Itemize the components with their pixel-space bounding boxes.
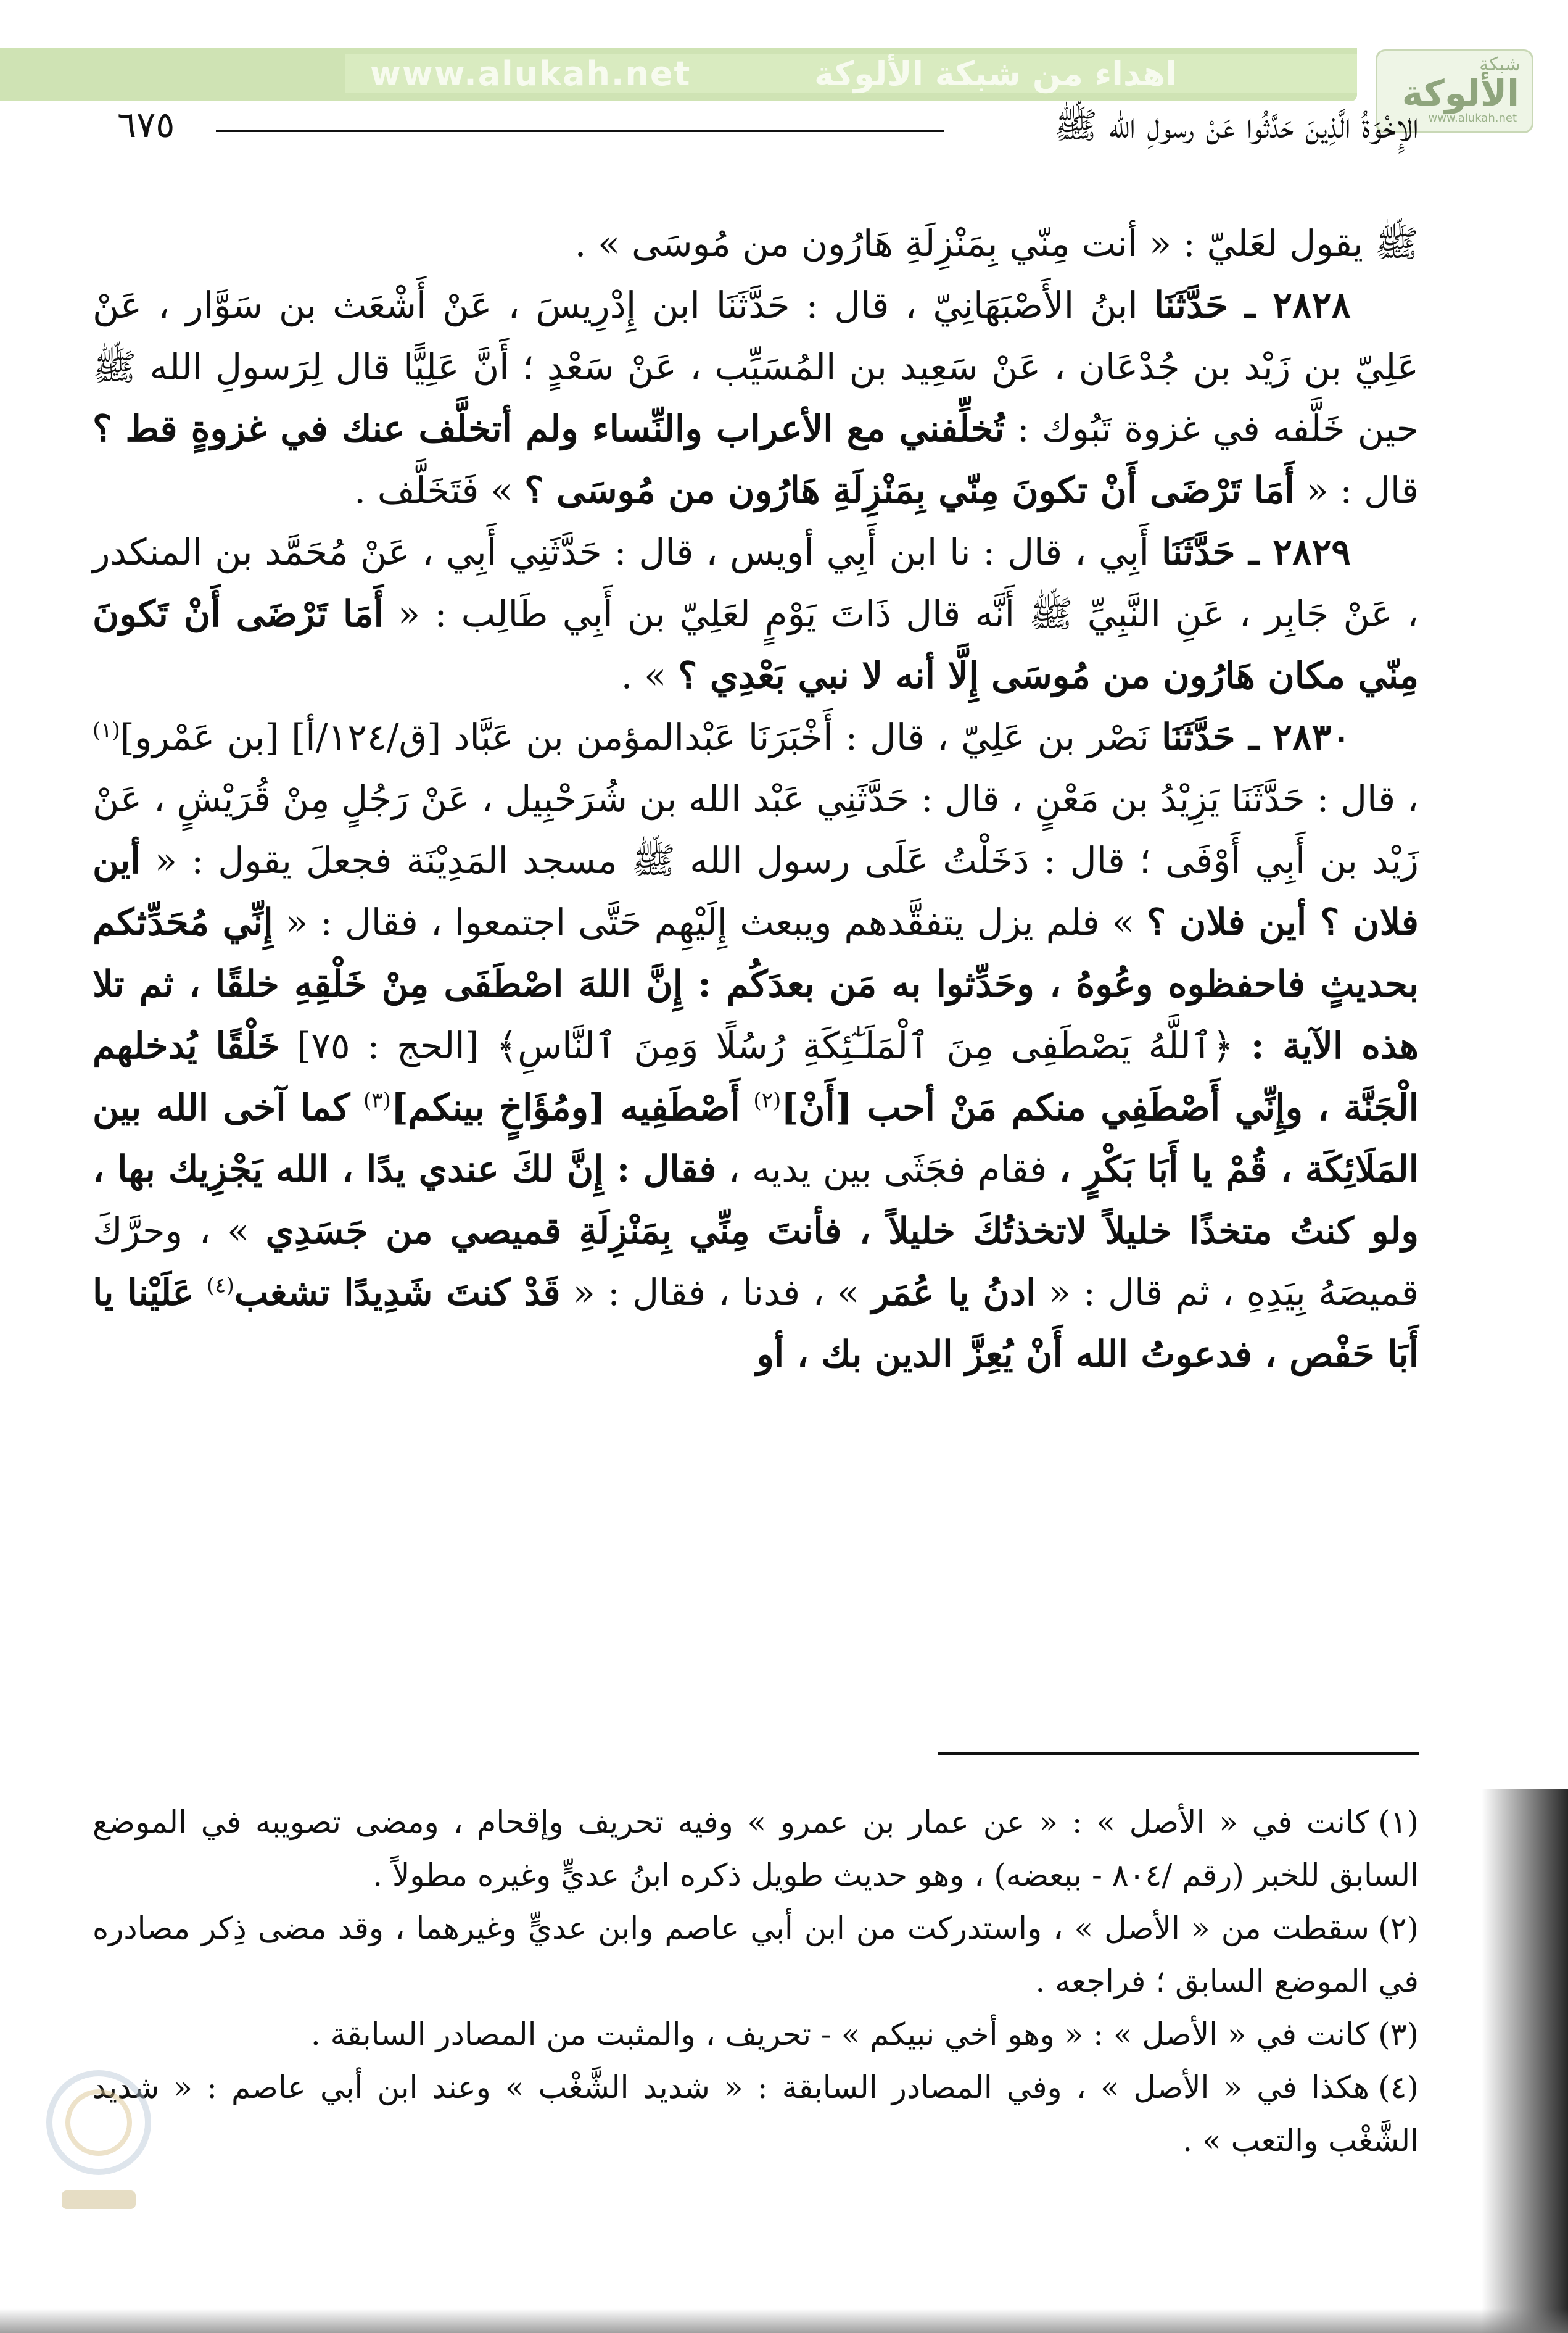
connector-text: » فَتَخَلَّف .	[354, 469, 513, 512]
footnote-1	[93, 1796, 1419, 1902]
footnote-text: كانت في « الأصل » : « عن عمار بن عمرو » وفيه تحريف وإقحام ، ومضى تصويبه في الموضع السابق للخبر (رقم /٨٠٤ - ببعضه) ، وهو حديث طويل ذكره ابنُ عديٍّ وغيره مطولاً .	[93, 1804, 1419, 1893]
running-title: الإِخْوَةُ الَّذِينَ حَدَّثُوا عَنْ رسولِ الله ﷺ	[1054, 104, 1419, 146]
matn-text: أَصْطَفِيه [ومُؤَاخٍ بينكم]	[390, 1086, 740, 1129]
page-number: ٦٧٥	[117, 104, 175, 146]
connector-text: فقام فجَثَى بين يديه ،	[728, 1148, 1047, 1190]
footnote-3	[93, 2008, 1419, 2061]
main-text	[93, 213, 1419, 1385]
footnote-text: سقطت من « الأصل » ، واستدركت من ابن أبي عاصم وابن عديٍّ وغيرهما ، وقد مضى ذِكر مصادره في الموضع السابق ؛ فراجعه .	[93, 1910, 1419, 1999]
matn-text: أَمَا تَرْضَى أَنْ تكونَ مِنّي بِمَنْزِلَةِ هَارُون من مُوسَى ؟	[524, 469, 1295, 512]
connector-text: » فلم يزل يتفقَّدهم ويبعث إِلَيْهِم حَتَّى اجتمعوا ، فقال : «	[285, 901, 1134, 943]
connector-text: » ، وحرَّكَ قميصَهُ بِيَدِهِ ، ثم قال : «	[93, 1209, 1419, 1314]
footnote-number: (٢)	[1378, 1910, 1419, 1946]
matn-text: أَمَا تَرْضَى أَنْ تَكونَ مِنّي مكان هَارُون من مُوسَى إِلَّا أنه لا نبي بَعْدِي ؟	[93, 592, 1419, 697]
connector-text: » .	[621, 654, 667, 697]
paragraph-intro	[93, 213, 1419, 275]
hadith-2828	[93, 275, 1419, 521]
matn-text: فقال : إِنَّ لكَ عندي يدًا ، الله يَجْزِيك بها ، ولو كنتُ متخذًا خليلاً لاتخذتُكَ خليلاً ، فأنتَ مِنِّي بِمَنْزِلَةِ قميصي من جَسَدِي	[93, 1148, 1419, 1252]
isnad-text: نَصْر بن عَلِيّ ، قال : أَخْبَرَنَا عَبْدالمؤمن بن عَبَّاد [ق/١٢٤/أ] [بن عَمْرو]	[120, 716, 1150, 758]
head-rule	[216, 130, 944, 132]
hadith-2830	[93, 707, 1419, 1385]
footnote-rule	[938, 1752, 1419, 1755]
matn-text: كما آخى الله بين المَلَائِكَة ، قُمْ يا أَبَا بَكْرٍ ،	[93, 1086, 1419, 1190]
connector-text: » ، فدنا ، فقال : «	[572, 1271, 859, 1314]
footnote-number: (١)	[1378, 1804, 1419, 1840]
watermark-logo-icon	[37, 2049, 160, 2252]
banner-text: اهداء من شبكة الألوكة	[814, 54, 1177, 93]
isnad-text: ابنُ الأَصْبَهَانِيّ ، قال : حَدَّثَنَا ابن إِدْرِيسَ ، عَنْ أَشْعَث بن سَوَّار ، عَنْ عَلِيّ بن زَيْد بن جُدْعَان ، عَنْ سَعِيد بن المُسَيِّب ، عَنْ سَعْدٍ ؛ أَنَّ عَلِيًّا قال لِرَسولِ الله ﷺ حين خَلَّفه في غزوة تَبُوك :	[93, 284, 1419, 450]
footnote-ref-1[interactable]: (١)	[93, 718, 120, 743]
verse-reference: [الحج : ٧٥]	[297, 1024, 479, 1067]
intro-text: ﷺ يقول لعَليّ : « أنت مِنّي بِمَنْزِلَةِ هَارُون من مُوسَى » .	[574, 222, 1419, 265]
footnote-number: (٣)	[1378, 2016, 1419, 2052]
logo-big-text: الألوكة	[1401, 72, 1519, 114]
matn-text: أين فلان ؟ أين فلان ؟	[93, 839, 1419, 943]
matn-text: ادنُ يا عُمَر	[872, 1271, 1036, 1314]
banner-url[interactable]: www.alukah.net	[370, 54, 691, 93]
hadith-number: ٢٨٢٨ ـ حَدَّثَنَا	[1153, 284, 1351, 326]
isnad-text: أَبِي ، قال : نا ابن أَبِي أويس ، قال : حَدَّثَنِي أَبِي ، عَنْ مُحَمَّد بن المنكدر ، عَنْ جَابِر ، عَنِ النَّبِيِّ ﷺ أَنَّه قال ذَاتَ يَوْمٍ لعَلِيّ بن أَبِي طَالِب : «	[93, 531, 1419, 635]
matn-text: خَلْقًا يُدخلهم الْجَنَّة ، وإِنِّي أَصْطَفِي منكم مَنْ أحب [أَنْ]	[93, 1024, 1419, 1129]
page-bottom-shadow	[0, 2308, 1568, 2333]
hadith-2829	[93, 521, 1419, 707]
footnote-4	[93, 2061, 1419, 2167]
matn-text: تُخلِّفني مع الأعراب والنِّساء ولم أتخلَّف عنك في غزوةٍ قط ؟	[93, 407, 1005, 450]
connector-text: قال : «	[1306, 469, 1419, 512]
footnote-ref-3[interactable]: (٣)	[363, 1088, 391, 1113]
footnote-ref-2[interactable]: (٢)	[753, 1088, 782, 1113]
footnote-text: كانت في « الأصل » : « وهو أخي نبيكم » - تحريف ، والمثبت من المصادر السابقة .	[310, 2016, 1369, 2052]
matn-text: قَدْ كنتَ شَدِيدًا تشغب	[234, 1271, 561, 1314]
matn-text: عَلَيْنا يا أَبَا حَفْص ، فدعوتُ الله أَنْ يُعِزَّ الدين بك ، أو	[93, 1271, 1419, 1375]
quran-verse: ﴿ٱللَّهُ يَصْطَفِى مِنَ ٱلْمَلَـٰٓئِكَةِ رُسُلًا وَمِنَ ٱلنَّاسِ﴾	[496, 1024, 1234, 1067]
footnote-text: هكذا في « الأصل » ، وفي المصادر السابقة : « شديد الشَّغْب » وعند ابن أبي عاصم : « شديد الشَّغْب والتعب » .	[93, 2070, 1419, 2158]
footnote-2	[93, 1902, 1419, 2008]
isnad-text: ، قال : حَدَّثَنَا يَزِيْدُ بن مَعْنٍ ، قال : حَدَّثَنِي عَبْد الله بن شُرَحْبِيل ، عَنْ رَجُلٍ مِنْ قُرَيْشٍ ، عَنْ زَيْد بن أَبِي أَوْفَى ؛ قال : دَخَلْتُ عَلَى رسول الله ﷺ مسجد المَدِيْنَة فجعلَ يقول : «	[93, 777, 1419, 882]
hadith-number: ٢٨٢٩ ـ حَدَّثَنَا	[1161, 531, 1351, 573]
matn-text: إِنِّي مُحَدِّثكم بحديثٍ فاحفظوه وعُوهُ ، وحَدِّثوا به مَن بعدَكُم : إِنَّ اللهَ اصْطَفَى مِنْ خَلْقِهِ خلقًا ، ثم تلا هذه الآية :	[93, 901, 1419, 1067]
footnote-number: (٤)	[1378, 2070, 1419, 2105]
page-edge-shadow	[1482, 1789, 1568, 2333]
running-head	[117, 104, 1419, 153]
top-banner	[0, 48, 1357, 101]
logo-small-text: شبكة	[1479, 54, 1521, 75]
hadith-number: ٢٨٣٠ ـ حَدَّثَنَا	[1162, 716, 1351, 758]
logo-site-text: www.alukah.net	[1428, 112, 1517, 125]
footnote-ref-4[interactable]: (٤)	[207, 1273, 234, 1298]
footnotes	[93, 1796, 1419, 2167]
